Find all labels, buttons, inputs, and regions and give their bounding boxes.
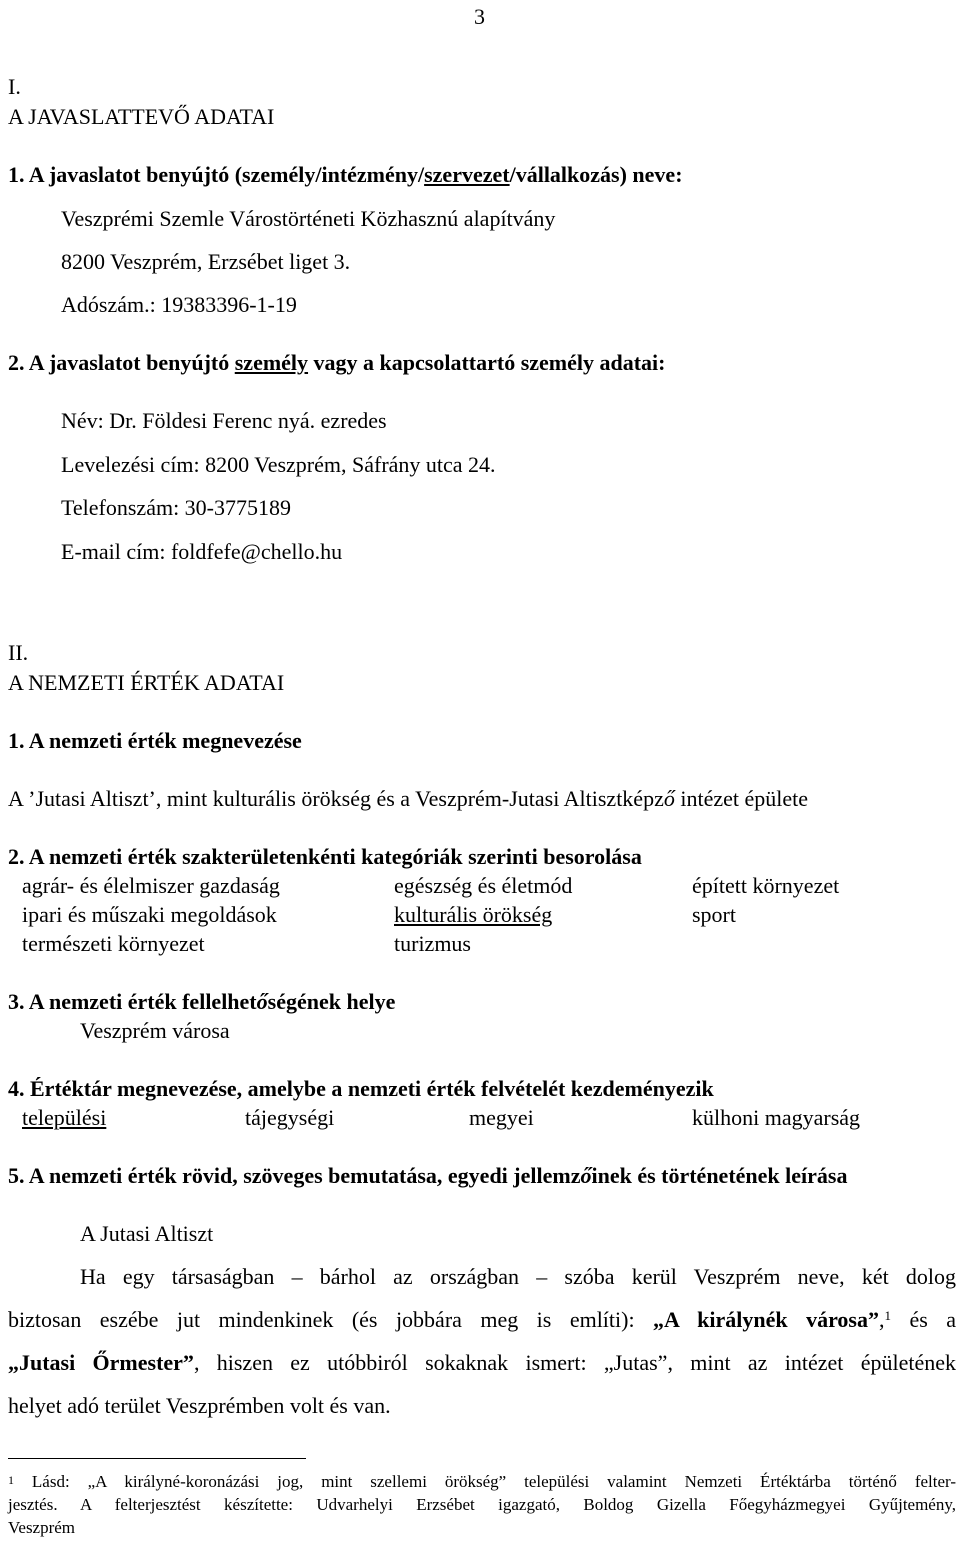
question-1-1-prefix: 1. A javaslatot benyújtó (személy/intézmény/ — [8, 162, 425, 187]
repository-tajegysegi: tájegységi — [245, 1105, 335, 1130]
value-name-before: A ’Jutasi Altiszt’, mint kulturális örökség és a Veszprém-Jutasi Altisztképz — [8, 786, 664, 811]
footnote-reference[interactable]: 1 — [884, 1308, 891, 1323]
repository-kulhoni: külhoni magyarság — [692, 1105, 861, 1130]
footnote-separator — [8, 1458, 306, 1459]
question-2-5-before: 5. A nemzeti érték rövid, szöveges bemutatása, egyedi jellemz — [8, 1163, 581, 1188]
category-epitett: épített környezet — [692, 873, 840, 898]
question-1-2-suffix: vagy a kapcsolattartó személy adatai: — [308, 350, 666, 375]
category-termeszeti: természeti környezet — [22, 931, 205, 956]
contact-mail-address: Levelezési cím: 8200 Veszprém, Sáfrány utca 24. — [61, 452, 496, 477]
question-2-3-italic: ő — [256, 989, 268, 1014]
org-name: Veszprémi Szemle Várostörténeti Közhasznú alapítvány — [61, 206, 556, 231]
value-name — [8, 786, 808, 812]
footnote-line-2: jesztés. A felterjesztést készítette: Udvarhelyi Erzsébet igazgató, Boldog Gizella Főegyházmegyei Gyűjtemény, — [8, 1495, 956, 1514]
section-2-title: A NEMZETI ÉRTÉK ADATAI — [8, 670, 285, 695]
question-1-2-prefix: 2. A javaslatot benyújtó — [8, 350, 235, 375]
footnote-line-1 — [8, 1471, 956, 1493]
description-line-3 — [8, 1350, 956, 1376]
category-egeszseg: egészség és életmód — [394, 873, 573, 898]
question-2-1: 1. A nemzeti érték megnevezése — [8, 728, 302, 753]
repository-megyei: megyei — [469, 1105, 534, 1130]
category-ipari: ipari és műszaki megoldások — [22, 902, 277, 927]
question-1-1-underlined: szervezet — [424, 162, 510, 187]
question-2-4: 4. Értéktár megnevezése, amelybe a nemzeti érték felvételét kezdeményezik — [8, 1076, 714, 1101]
location: Veszprém városa — [80, 1018, 230, 1043]
contact-email: E-mail cím: foldfefe@chello.hu — [61, 539, 343, 564]
description-line-3-after: , hiszen ez utóbbiról sokaknak ismert: „Jutas”, mint az intézet épületének — [193, 1350, 956, 1375]
description-line-4: helyet adó terület Veszprémben volt és van. — [8, 1393, 391, 1418]
question-2-5-after: inek és történetének leírása — [591, 1163, 848, 1188]
description-title: A Jutasi Altiszt — [80, 1221, 214, 1246]
question-2-3-after: ségének helye — [267, 989, 396, 1014]
repository-telepulesi-selected: települési — [22, 1105, 107, 1130]
footnote-line-1-text: Lásd: „A királyné-koronázási jog, mint szellemi örökség” települési valamint Nemzeti Értéktárba történő felter- — [31, 1472, 957, 1491]
category-sport: sport — [692, 902, 736, 927]
org-address: 8200 Veszprém, Erzsébet liget 3. — [61, 249, 351, 274]
tax-number: Adószám.: 19383396-1-19 — [61, 292, 297, 317]
footnote-line-3: Veszprém — [8, 1518, 76, 1537]
section-2-roman: II. — [8, 640, 29, 665]
question-1-1-suffix: /vállalkozás) neve: — [509, 162, 683, 187]
category-agrar: agrár- és élelmiszer gazdaság — [22, 873, 280, 898]
question-2-2: 2. A nemzeti érték szakterületenkénti kategóriák szerinti besorolása — [8, 844, 642, 869]
contact-name: Név: Dr. Földesi Ferenc nyá. ezredes — [61, 408, 387, 433]
description-bold-kiralynek: „A királynék városa” — [653, 1307, 879, 1332]
section-1-roman: I. — [8, 74, 21, 99]
section-1-title: A JAVASLATTEVŐ ADATAI — [8, 104, 275, 129]
question-2-3 — [8, 989, 395, 1015]
question-1-2 — [8, 350, 666, 376]
footnote-mark: 1 — [8, 1473, 14, 1487]
value-name-after: intézet épülete — [674, 786, 808, 811]
description-line-2-after: és a — [891, 1307, 956, 1332]
question-1-1 — [8, 162, 683, 188]
description-line-2 — [8, 1307, 956, 1333]
contact-phone: Telefonszám: 30-3775189 — [61, 495, 292, 520]
page-number: 3 — [474, 4, 485, 29]
question-2-5-italic: ő — [580, 1163, 592, 1188]
description-line-2-before: biztosan eszébe jut mindenkinek (és jobbára meg is említi): — [8, 1307, 654, 1332]
category-turizmus: turizmus — [394, 931, 471, 956]
value-name-italic: ő — [663, 786, 675, 811]
category-kulturalis-selected: kulturális örökség — [394, 902, 553, 927]
question-1-2-underlined: személy — [234, 350, 309, 375]
description-line-1: Ha egy társaságban – bárhol az országban – szóba kerül Veszprém neve, két dolog — [80, 1264, 956, 1289]
question-2-3-before: 3. A nemzeti érték fellelhet — [8, 989, 257, 1014]
question-2-5 — [8, 1163, 847, 1189]
description-bold-jutasi: „Jutasi Őrmester” — [8, 1350, 194, 1375]
description-line-2-comma: , — [879, 1307, 885, 1332]
